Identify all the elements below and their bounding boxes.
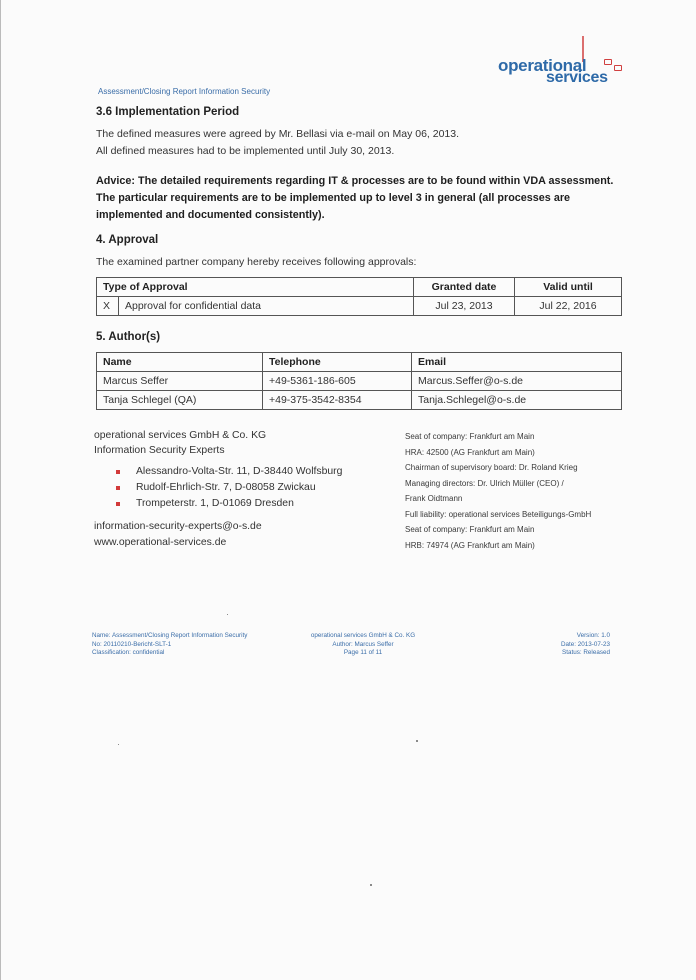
author-email: Marcus.Seffer@o-s.de [412,372,622,391]
footer-left [92,632,247,658]
logo-text: services [546,69,608,86]
list-item: Rudolf-Ehrlich-Str. 7, D-08058 Zwickau [116,480,342,496]
footer-line: Page 11 of 11 [343,649,383,656]
table-header-row [97,278,622,297]
paragraph-line: All defined measures had to be implemented until July 30, 2013. [96,145,395,157]
table-header-row [97,353,622,372]
footer-center [302,632,424,658]
legal-line: Chairman of supervisory board: Dr. Roland Krieg [405,463,578,472]
scan-speck [416,740,418,742]
paragraph-line: The defined measures were agreed by Mr. Bellasi via e-mail on May 06, 2013. [96,128,460,140]
author-name: Tanja Schlegel (QA) [97,391,263,410]
company-email: information-security-experts@o-s.de [94,521,262,532]
legal-line: Seat of company: Frankfurt am Main [405,432,535,441]
footer-line: Author: Marcus Seffer [332,640,394,648]
legal-line: HRA: 42500 (AG Frankfurt am Main) [405,447,535,457]
legal-line: Managing directors: Dr. Ulrich Müller (CEO) / [405,478,564,488]
approval-intro: The examined partner company hereby receives following approvals: [96,256,417,268]
footer-right [480,632,610,658]
legal-info [405,429,625,553]
legal-line: Seat of company: Frankfurt am Main [405,525,535,534]
footer-line: No: 20110210-Bericht-SLT-1 [92,640,172,648]
footer-line: Date: 2013-07-23 [560,640,610,648]
approval-type: Approval for confidential data [119,297,414,316]
author-name: Marcus Seffer [97,372,263,391]
company-name: operational services GmbH & Co. KG [94,430,267,441]
address-list [116,464,342,512]
valid-until: Jul 22, 2016 [515,297,622,316]
author-phone: +49-5361-186-605 [263,372,412,391]
authors-table [96,352,622,410]
footer-line: Classification: confidential [92,649,165,656]
list-item: Alessandro-Volta-Str. 11, D-38440 Wolfsburg [116,464,342,480]
table-row [97,372,622,391]
logo-mark [614,65,622,71]
section-heading: 5. Author(s) [96,331,161,343]
approval-table [96,277,622,316]
list-item: Trompeterstr. 1, D-01069 Dresden [116,496,342,512]
legal-line: Frank Oidtmann [405,494,463,503]
footer-line: operational services GmbH & Co. KG [310,632,416,639]
section-heading: 3.6 Implementation Period [96,106,240,118]
advice-paragraph: Advice: The detailed requirements regarding IT & processes are to be found within VDA assessment. The particular requirements are to be implemented up to level 3 in general (all processes are implemented and documented consistently). [96,175,614,221]
granted-date: Jul 23, 2013 [414,297,515,316]
author-phone: +49-375-3542-8354 [263,391,412,410]
footer-line: Version: 1.0 [576,632,610,639]
contact-info [94,519,262,551]
company-division: Information Security Experts [94,445,225,456]
column-header: Telephone [263,353,412,372]
scan-edge [0,0,1,980]
logo-text: operational [498,56,587,75]
legal-line: HRB: 74974 (AG Frankfurt am Main) [405,540,535,550]
column-header: Name [97,353,263,372]
column-header: Granted date [414,278,515,297]
table-row [97,391,622,410]
column-header: Email [412,353,622,372]
scan-speck [227,614,228,615]
logo-mark [604,59,612,65]
footer-line: Name: Assessment/Closing Report Information Security [92,632,248,639]
column-header: Type of Approval [97,278,414,297]
document-header-title: Assessment/Closing Report Information Security [98,87,271,96]
legal-line: Full liability: operational services Beteiligungs-GmbH [405,509,592,519]
company-info [94,428,266,458]
approval-mark: X [97,297,119,316]
table-row [97,297,622,316]
company-logo [498,36,628,88]
company-website: www.operational-services.de [94,537,227,548]
section-heading: 4. Approval [96,234,159,246]
author-email: Tanja.Schlegel@o-s.de [412,391,622,410]
footer-line: Status: Released [562,649,610,656]
scan-speck [370,884,372,886]
scan-speck [118,744,119,745]
column-header: Valid until [515,278,622,297]
